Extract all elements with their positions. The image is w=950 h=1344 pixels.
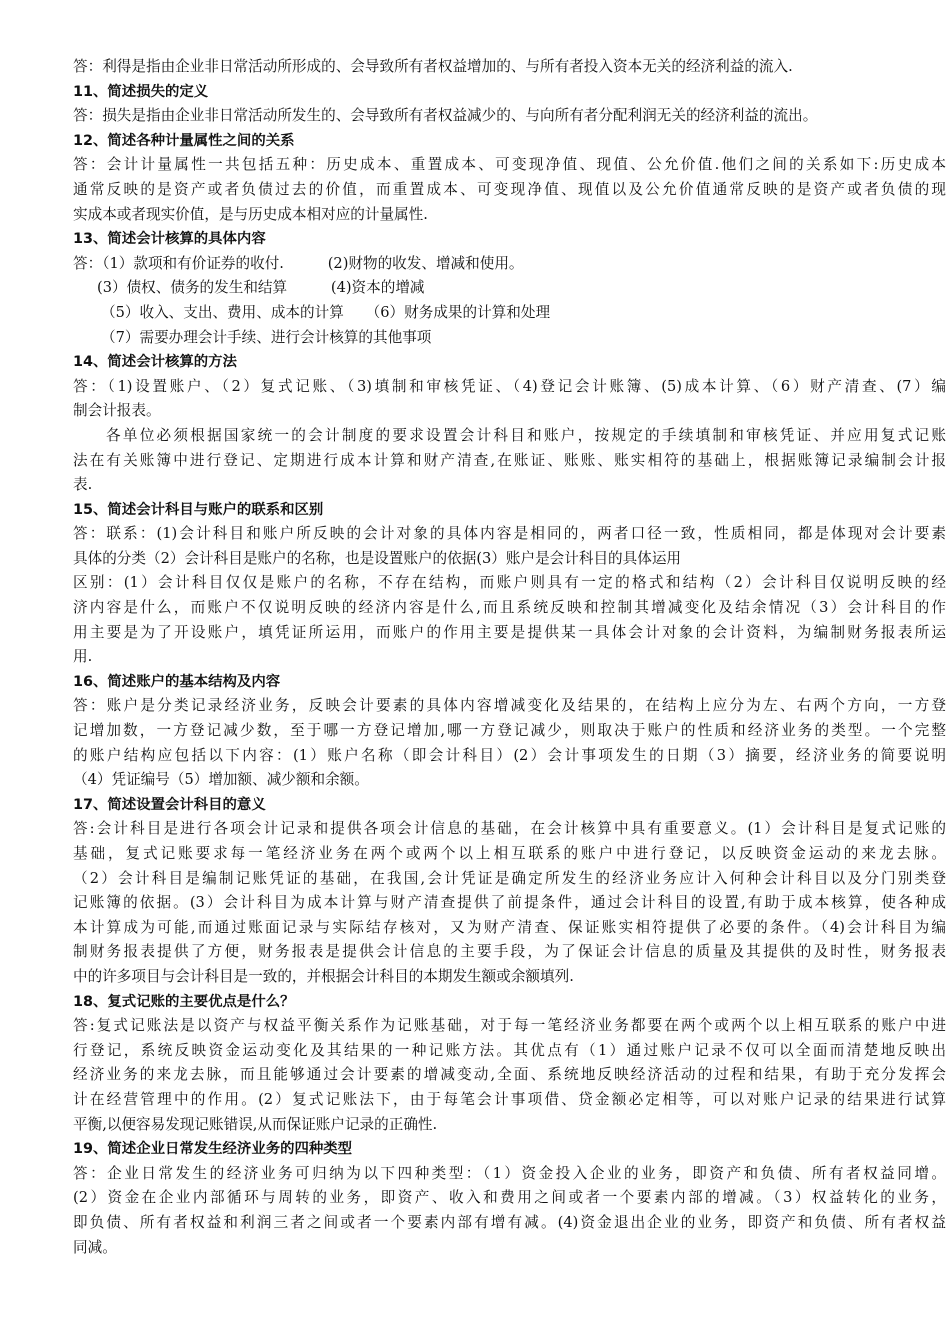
answer-text-line: 具体的分类（2）会计科目是账户的名称，也是设置账户的依据(3）账户是会计科目的具体运用: [73, 549, 682, 567]
answer-text-line: 中的许多项目与会计科目是一致的，并根据会计科目的本期发生额或余额填列.: [73, 967, 574, 985]
question-heading: 14、简述会计核算的方法: [73, 354, 237, 371]
answer-text-line: （5）收入、支出、费用、成本的计算 （6）财务成果的计算和处理: [101, 303, 551, 321]
answer-text-line: 答:会计科目是进行各项会计记录和提供各项会计信息的基础，在会计核算中具有重要意义。(1）会计科目是复式记账的: [73, 820, 946, 838]
answer-text-line: 基础，复式记账要求每一笔经济业务在两个或两个以上相互联系的账户中进行登记，以反映资金运动的来龙去脉。: [73, 845, 946, 862]
answer-text-line: （2）会计科目是编制记账凭证的基础，在我国,会计凭证是确定所发生的经济业务应计入何种会计科目以及分门别类登: [73, 869, 946, 887]
answer-text-line: 答：利得是指由企业非日常活动所形成的、会导致所有者权益增加的、与所有者投入资本无关的经济利益的流入.: [73, 58, 793, 75]
answer-text-line: (3）债权、债务的发生和结算 (4)资本的增减: [97, 279, 425, 297]
answer-text-line: 答：（1)设置账户、（2）复式记账、（3)填制和审核凭证、（4)登记会计账簿、(5)成本计算、（6）财产清查、(7）编: [73, 377, 946, 395]
question-heading: 15、简述会计科目与账户的联系和区别: [73, 501, 324, 518]
answer-text-line: 答：联系：(1)会计科目和账户所反映的会计对象的具体内容是相同的，两者口径一致，性质相同，都是体现对会计要素: [73, 525, 946, 543]
question-heading: 11、简述损失的定义: [73, 83, 209, 100]
answer-text-line: 答：企业日常发生的经济业务可归纳为以下四种类型：（1）资金投入企业的业务，即资产和负债、所有者权益同增。: [73, 1164, 946, 1182]
answer-text-line: 答：会计计量属性一共包括五种：历史成本、重置成本、可变现净值、现值、公允价值.他们之间的关系如下:历史成本: [73, 156, 946, 174]
answer-text-line: （4）凭证编号（5）增加额、减少额和余额。: [73, 771, 369, 789]
answer-text-line: 同减。: [73, 1238, 117, 1256]
answer-text-line: 答：（1）款项和有价证券的收付. (2)财物的收发、增减和使用。: [73, 254, 524, 272]
answer-text-line: 区别：(1）会计科目仅仅是账户的名称，不存在结构，而账户则具有一定的格式和结构（2）会计科目仅说明反映的经: [73, 574, 946, 592]
answer-text-line: 行登记，系统反映资金运动变化及其结果的一种记账方法。其优点有（1）通过账户记录不仅可以全面而清楚地反映出: [73, 1041, 946, 1059]
answer-text-line: 制会计报表。: [73, 402, 161, 420]
answer-text-line: 制财务报表提供了方便，财务报表是提供会计信息的主要手段，为了保证会计信息的质量及其提供的及时性，财务报表: [73, 943, 946, 961]
answer-text-line: 济内容是什么，而账户不仅说明反映的经济内容是什么,而且系统反映和控制其增减变化及结余情况（3）会计科目的作: [73, 599, 946, 617]
answer-text-line: （7）需要办理会计手续、进行会计核算的其他事项: [101, 328, 432, 346]
answer-text-line: 计在经营管理中的作用。(2）复式记账法下，由于每笔会计事项借、贷金额必定相等，可以对账户记录的结果进行试算: [73, 1090, 946, 1108]
answer-text-line: 记账簿的依据。(3）会计科目为成本计算与财产清查提供了前提条件，通过会计科目的设置,有助于成本核算，使各种成: [73, 894, 946, 912]
answer-text-line: 记增加数，一方登记减少数，至于哪一方登记增加,哪一方登记减少，则取决于账户的性质和经济业务的类型。一个完整: [73, 722, 946, 740]
answer-text-line: 通常反映的是资产或者负债过去的价值，而重置成本、可变现净值、现值以及公允价值通常反映的是资产或者负债的现: [73, 180, 946, 198]
question-heading: 13、简述会计核算的具体内容: [73, 231, 266, 248]
answer-text-line: 本计算成为可能,而通过账面记录与实际结存核对，又为财产清查、保证账实相符提供了必要的条件。（4)会计科目为编: [73, 918, 946, 936]
question-heading: 18、复式记账的主要优点是什么？: [73, 993, 295, 1010]
answer-text-line: 表.: [73, 476, 93, 494]
answer-text-line: 法在有关账簿中进行登记、定期进行成本计算和财产清查,在账证、账账、账实相符的基础上，根据账簿记录编制会计报: [73, 451, 946, 469]
question-heading: 17、简述设置会计科目的意义: [73, 796, 266, 813]
answer-text-line: (2）资金在企业内部循环与周转的业务，即资产、收入和费用之间或者一个要素内部的增减。（3）权益转化的业务，: [73, 1189, 946, 1207]
answer-text-line: 经济业务的来龙去脉，而且能够通过会计要素的增减变动,全面、系统地反映经济活动的过程和结果，有助于充分发挥会: [73, 1066, 946, 1084]
answer-text-line: 的账户结构应包括以下内容：(1）账户名称（即会计科目）(2）会计事项发生的日期（3）摘要，经济业务的简要说明: [73, 746, 946, 764]
answer-text-line: 用主要是为了开设账户，填凭证所运用，而账户的作用主要是提供某一具体会计对象的会计资料，为编制财务报表所运: [73, 623, 946, 641]
answer-text-line: 答：账户是分类记录经济业务，反映会计要素的具体内容增减变化及结果的，在结构上应分为左、右两个方向，一方登: [73, 697, 946, 715]
answer-text-line: 即负债、所有者权益和利润三者之间或者一个要素内部有增有减。(4)资金退出企业的业务，即资产和负债、所有者权益: [73, 1213, 946, 1231]
question-heading: 16、简述账户的基本结构及内容: [73, 673, 281, 690]
question-heading: 19、简述企业日常发生经济业务的四种类型: [73, 1141, 353, 1158]
answer-text-line: 平衡,以便容易发现记账错误,从而保证账户记录的正确性.: [73, 1115, 438, 1133]
question-heading: 12、简述各种计量属性之间的关系: [73, 132, 295, 149]
answer-text-line: 答:复式记账法是以资产与权益平衡关系作为记账基础，对于每一笔经济业务都要在两个或两个以上相互联系的账户中进: [73, 1017, 946, 1035]
answer-text-line: 实成本或者现实价值，是与历史成本相对应的计量属性.: [73, 205, 428, 223]
answer-text-line: 各单位必须根据国家统一的会计制度的要求设置会计科目和账户，按规定的手续填制和审核凭证、并应用复式记账: [106, 426, 946, 444]
answer-text-line: 用.: [73, 648, 93, 666]
answer-text-line: 答：损失是指由企业非日常活动所发生的、会导致所有者权益减少的、与向所有者分配利润无关的经济利益的流出。: [73, 107, 818, 125]
